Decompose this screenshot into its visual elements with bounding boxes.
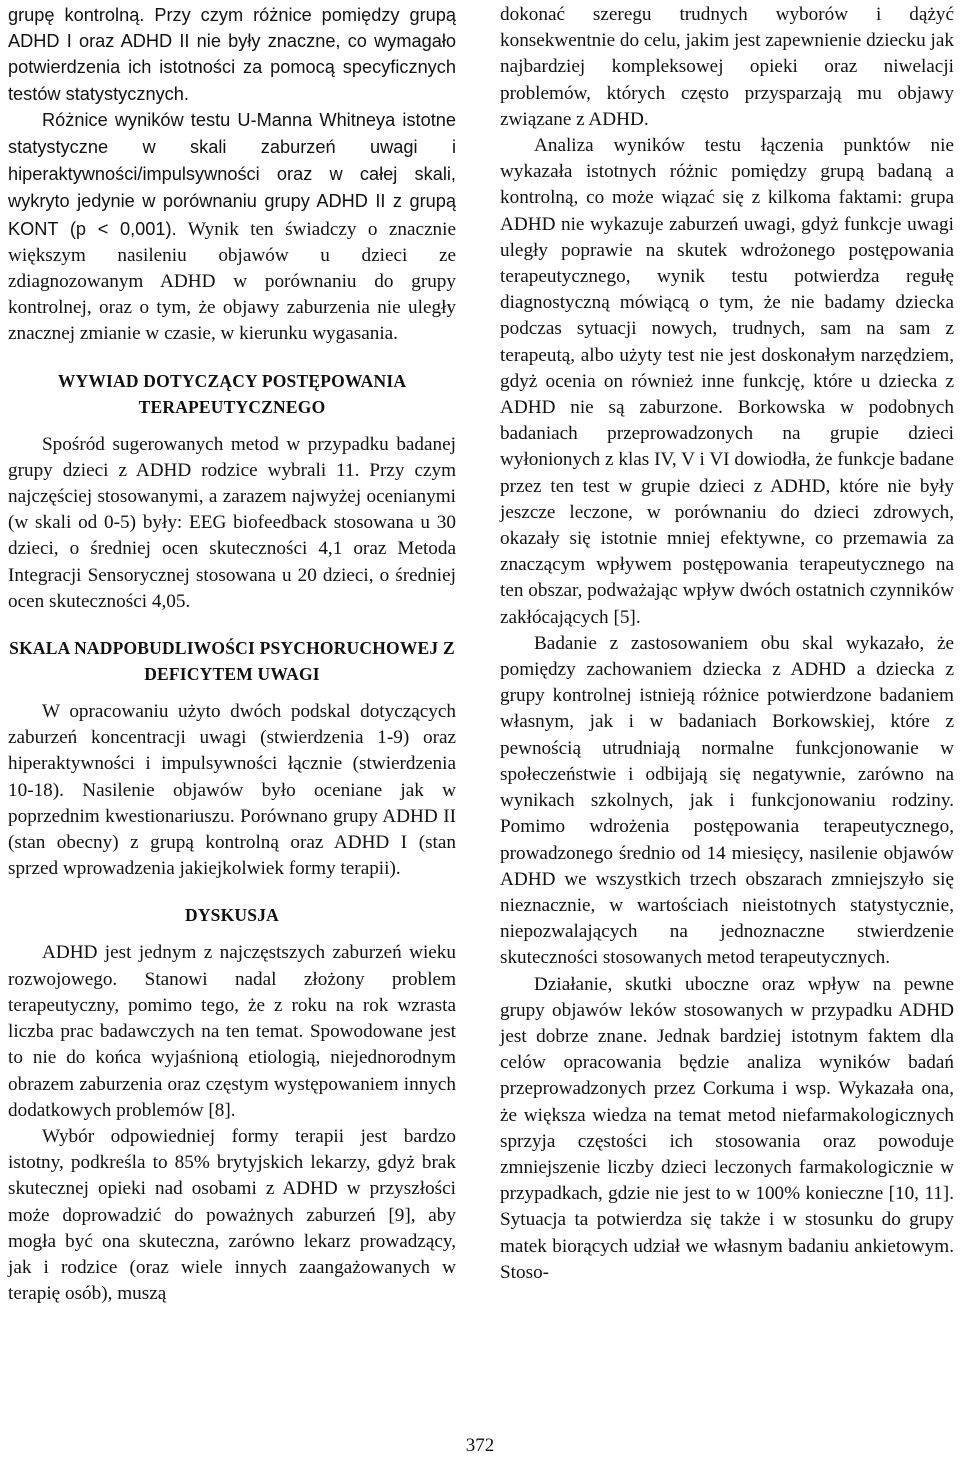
paragraph-medication: Działanie, skutki uboczne oraz wpływ na pewne grupy objawów leków stosowanych w przypadku ADHD jest dobrze znane. Jednak bardziej istotnym faktem dla celów opracowania będzie analiza wyników badań przeprowadzonych przez Corkuma i wsp. Wykazała ona, że większa wiedza na temat metod niefarmakologicznych sprzyja częstości ich stosowania oraz powoduje zmniejszenie liczby dzieci leczonych farmakologicznie w przypadkach, gdzie nie jest to w 100% konieczne [10, 11]. Sytuacja ta potwierdza się także i w stosunku do grupy matek biorących udział we własnym badaniu ankietowym. Stoso- xyxy=(500,973,954,1283)
section-heading-therapy-interview: WYWIAD DOTYCZĄCY POSTĘPOWANIA TERAPEUTYCZNEGO xyxy=(57,370,407,417)
paragraph-therapy-choice: Wybór odpowiedniej formy terapii jest bardzo istotny, podkreśla to 85% brytyjskich lekarzy, gdyż brak skutecznej opieki nad osobami z ADHD w przyszłości może doprowadzić do poważnych zaburzeń [9], aby mogła być ona skuteczna, zarówno lekarz prowadzący, jak i rodzice (oraz wiele innych zaangażowanych w terapię osób), muszą xyxy=(8,1125,456,1305)
section-heading-adhd-scale: SKALA NADPOBUDLIWOŚCI PSYCHORUCHOWEJ Z DEFICYTEM UWAGI xyxy=(9,638,455,685)
page-number: 372 xyxy=(465,1435,495,1456)
paragraph-mann-whitney-sans-part: Różnice wyników testu U-Manna Whitneya istotne statystyczne w skali zaburzeń uwagi i hiperaktywności/impulsywności oraz w całej skali, wykryto jedynie w porównaniu grupy ADHD II z grupą KONT (p < 0,001). xyxy=(8,109,456,239)
paragraph-continuation: dokonać szeregu trudnych wyborów i dążyć konsekwentnie do celu, jakim jest zapewnienie dziecku jak najbardziej kompleksowej opieki oraz niwelacji problemów, których często przysparzają mu objawy związane z ADHD. xyxy=(500,4,954,130)
right-column xyxy=(500,2,954,1286)
paragraph-mann-whitney xyxy=(8,107,456,348)
paragraph-trail-test: Analiza wyników testu łączenia punktów nie wykazała istotnych różnic pomiędzy grupą badaną a kontrolną, co może wiązać się z kilkoma faktami: grupa ADHD nie wykazuje zaburzeń uwagi, gdyż funkcje uwagi uległy poprawie na skutek wdrożonego postępowania terapeutycznego, wynik testu potwierdza regułę diagnostyczną mówiącą o tym, że nie badamy dziecka podczas sytuacji nowych, trudnych, sam na sam z terapeutą, albo użyty test nie jest doskonałym narzędziem, gdyż ocenia on również inne funkcję, które u dziecka z ADHD nie są zaburzone. Borkowska w podobnych badaniach przeprowadzonych na grupie dzieci wyłonionych z klas IV, V i VI dowiodła, że funkcje badane przez ten test w grupie dzieci z ADHD, które nie były jeszcze leczone, w porównaniu do dzieci zdrowych, okazały się istotnie mniej efektywne, co przemawia za znaczącym wpływem postępowania terapeutycznego na ten obszar, podważając wpływ dwóch ostatnich czynników zakłócających [5]. xyxy=(500,135,954,628)
paragraph-therapy-methods: Spośród sugerowanych metod w przypadku badanej grupy dzieci z ADHD rodzice wybrali 11. Przy czym najczęściej stosowanymi, a zarazem najwyżej ocenianymi (w skali od 0-5) były: EEG biofeedback stosowana u 30 dzieci, o średniej ocen skuteczności 4,1 oraz Metoda Integracji Sensorycznej stosowana u 20 dzieci, o średniej ocen skuteczności 4,05. xyxy=(8,433,456,612)
section-heading-discussion: DYSKUSJA xyxy=(185,905,279,926)
paragraph-mann-whitney-serif-part: Wynik ten świadczy o znacznie większym nasileniu objawów u dzieci ze zdiagnozowanym ADHD w porównaniu do grupy kontrolnej, oraz o tym, że objawy zaburzenia nie uległy znacznej zmianie w czasie, w kierunku wygasania. xyxy=(8,218,456,345)
paragraph-discussion-intro: ADHD jest jednym z najczęstszych zaburzeń wieku rozwojowego. Stanowi nadal złożony problem terapeutyczny, pomimo tego, że z roku na rok wzrasta liczba prac badawczych na ten temat. Spowodowane jest to nie do końca wyjaśnioną etiologią, niejednorodnym obrazem zaburzenia oraz częstym występowaniem innych dodatkowych problemów [8]. xyxy=(8,942,456,1121)
paragraph-group-comparison: grupę kontrolną. Przy czym różnice pomiędzy grupą ADHD I oraz ADHD II nie były znaczne, co wymagało potwierdzenia ich istotności za pomocą specyficznych testów statystycznych. xyxy=(8,5,456,104)
paragraph-both-scales: Badanie z zastosowaniem obu skal wykazało, że pomiędzy zachowaniem dziecka z ADHD a dziecka z grupy kontrolnej istnieją różnice potwierdzone badaniem własnym, jak i w badaniach Borkowskiej, które z pewnością utrudniają normalne funkcjonowanie w społeczeństwie i odbijają się negatywnie, zarówno na wynikach szkolnych, jak i funkcjonowaniu rodziny. Pomimo wdrożenia postępowania terapeutycznego, prowadzonego średnio od 14 miesięcy, nasilenie objawów ADHD we wszystkich trzech obszarach zmniejszyło się nieznacznie, w wartościach nieistotnych statystycznie, niepozwalających na jednoznaczne stwierdzenie skuteczności stosowanych metod terapeutycznych. xyxy=(500,632,954,969)
paragraph-subscales: W opracowaniu użyto dwóch podskal dotyczących zaburzeń koncentracji uwagi (stwierdzenia 1-9) oraz hiperaktywności i impulsywności łącznie (stwierdzenia 10-18). Nasilenie objawów było oceniane jak w poprzednim kwestionariuszu. Porównano grupy ADHD II (stan obecny) z grupą kontrolną oraz ADHD I (stan sprzed wprowadzenia jakiejkolwiek formy terapii). xyxy=(8,701,456,880)
left-column xyxy=(8,2,456,1307)
